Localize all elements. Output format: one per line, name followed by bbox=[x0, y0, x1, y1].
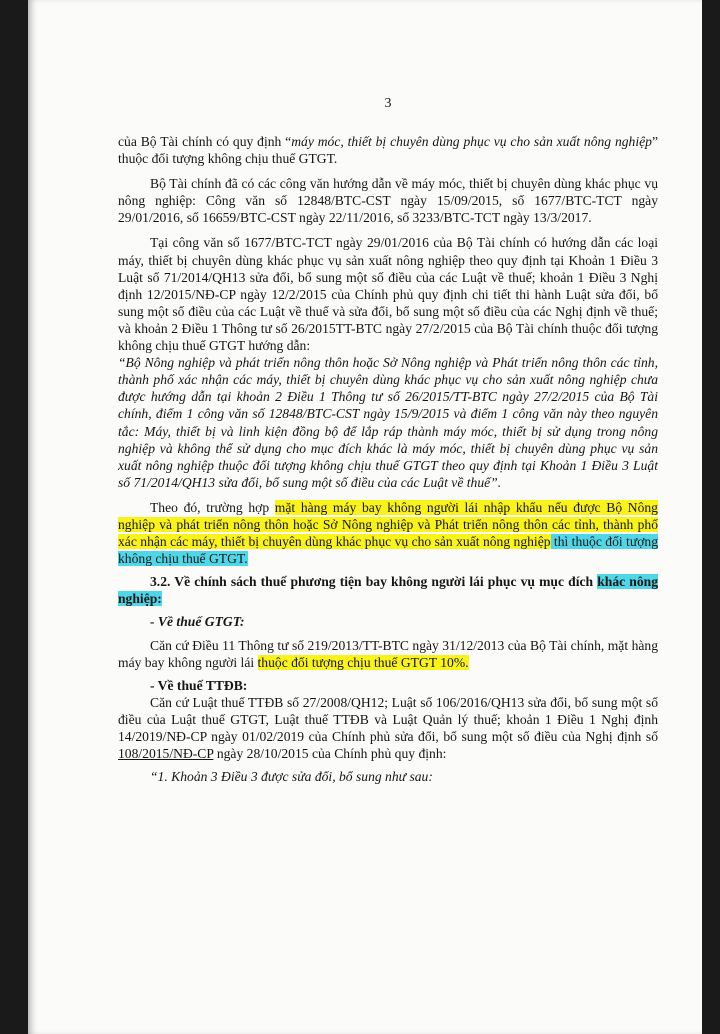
quoted-text: “Bộ Nông nghiệp và phát triển nông thôn hoặc Sở Nông nghiệp và Phát triển nông thôn các tỉnh, thành phố xác nhận các máy, thiết bị chuyên dùng khác phục vụ cho sản xuất nông nghiệp chưa được hướng dẫn tại khoản 2 Điều 1 Thông tư số 26/2015/TT-BTC ngày 27/2/2015 của Bộ Tài chính, điểm 1 công văn số 12848/BTC-CST ngày 15/9/2015 và điểm 1 công văn này theo nguyên tắc: Máy, thiết bị và linh kiện đồng bộ để lắp ráp thành máy móc, thiết bị sử dụng trong nông nghiệp và không thể sử dụng cho mục đích khác là máy móc, thiết bị chuyên dùng phục vụ sản xuất nông nghiệp thuộc đối tượng không chịu thuế GTGT theo quy định tại Khoản 1 Điều 3 Luật số 71/2014/QH13 sửa đổi, bổ sung một số điều của các Luật về thuế”. bbox=[118, 355, 658, 490]
text-run: ” thuộc đối tượng không chịu thuế GTGT. bbox=[118, 134, 658, 167]
highlight-yellow: mặt hàng máy bay không người lái nhập khẩu nếu được Bộ Nông nghiệp và phát triển nông thôn hoặc Sở Nông nghiệp và Phát triển nông thôn các tỉnh, thành phố xác nhận các máy, thiết bị chuyên dùng khác phục vụ cho sản xuất nông nghiệp bbox=[118, 499, 658, 550]
paragraph-guidance-letters: Bộ Tài chính đã có các công văn hướng dẫn về máy móc, thiết bị chuyên dùng khác phục vụ nông nghiệp: Công văn số 12848/BTC-CST ngày 15/09/2015, số 1677/BTC-TCT ngày 29/01/2016, số 16659/BTC-CST ngày 22/11/2016, số 3233/BTC-TCT ngày 13/3/2017. bbox=[118, 176, 658, 226]
subheading-ttdb bbox=[118, 677, 658, 694]
text-run: Căn cứ Luật thuế TTĐB số 27/2008/QH12; Luật số 106/2016/QH13 sửa đổi, bổ sung một số điều của Luật thuế GTGT, Luật thuế TTĐB và Luật Quản lý thuế; khoản 1 Điều 1 Nghị định 14/2019/NĐ-CP ngày 01/02/2019 của Chính phủ sửa đổi, bổ sung một số điều của Nghị định số bbox=[118, 694, 658, 744]
paragraph-quote bbox=[118, 354, 658, 491]
quoted-text: máy móc, thiết bị chuyên dùng phục vụ cho sản xuất nông nghiệp bbox=[291, 134, 652, 149]
highlight-cyan: khác nông nghiệp: bbox=[118, 574, 658, 607]
text-run: Căn cứ Điều 11 Thông tư số 219/2013/TT-BTC ngày 31/12/2013 của Bộ Tài chính, mặt hàng máy bay không người lái bbox=[118, 637, 658, 670]
text-run: ngày 28/10/2015 của Chính phủ quy định: bbox=[213, 746, 447, 762]
highlight-yellow: thuộc đối tượng chịu thuế GTGT 10%. bbox=[257, 654, 469, 670]
paragraph-gtgt bbox=[118, 637, 658, 671]
paragraph-clause bbox=[118, 768, 658, 785]
underlined-reference: 108/2015/NĐ-CP bbox=[118, 746, 214, 762]
text-run: của Bộ Tài chính có quy định “ bbox=[118, 134, 292, 149]
quoted-text: “1. Khoản 3 Điều 3 được sửa đổi, bổ sung như sau: bbox=[150, 769, 433, 785]
text-run: Theo đó, trường hợp bbox=[150, 499, 275, 515]
paragraph-letter-1677: Tại công văn số 1677/BTC-TCT ngày 29/01/2016 của Bộ Tài chính có hướng dẫn các loại máy, thiết bị chuyên dùng khác phục vụ sản xuất nông nghiệp theo quy định tại Khoản 1 Điều 3 Luật số 71/2014/QH13 sửa đổi, bổ sung một số điều của các Luật về thuế; khoản 1 Điều 3 Nghị định 12/2015/NĐ-CP ngày 12/2/2015 của Chính phủ quy định chi tiết thi hành Luật sửa đổi, bổ sung một số điều của các Luật về thuế và sửa đổi, bổ sung một số điều của các Nghị định về thuế; và khoản 2 Điều 1 Thông tư số 26/2015TT-BTC ngày 27/2/2015 của Bộ Tài chính thuộc đối tượng không chịu thuế GTGT hướng dẫn: bbox=[118, 235, 658, 354]
page-number: 3 bbox=[384, 96, 392, 111]
paragraph-conclusion bbox=[118, 499, 658, 567]
paragraph-intro bbox=[118, 133, 658, 167]
heading-text: - Về thuế GTGT: bbox=[150, 614, 245, 630]
heading-text: - Về thuế TTĐB: bbox=[150, 677, 248, 693]
highlight-cyan: thì thuộc đối tượng không chịu thuế GTGT. bbox=[118, 534, 658, 567]
document-body bbox=[118, 133, 658, 785]
heading-text: 3.2. Về chính sách thuế phương tiện bay không người lái phục vụ mục đích bbox=[150, 574, 598, 590]
document-page bbox=[28, 0, 702, 1034]
section-heading-3-2 bbox=[118, 573, 658, 607]
subheading-gtgt bbox=[118, 613, 658, 630]
paragraph-ttdb bbox=[118, 694, 658, 762]
